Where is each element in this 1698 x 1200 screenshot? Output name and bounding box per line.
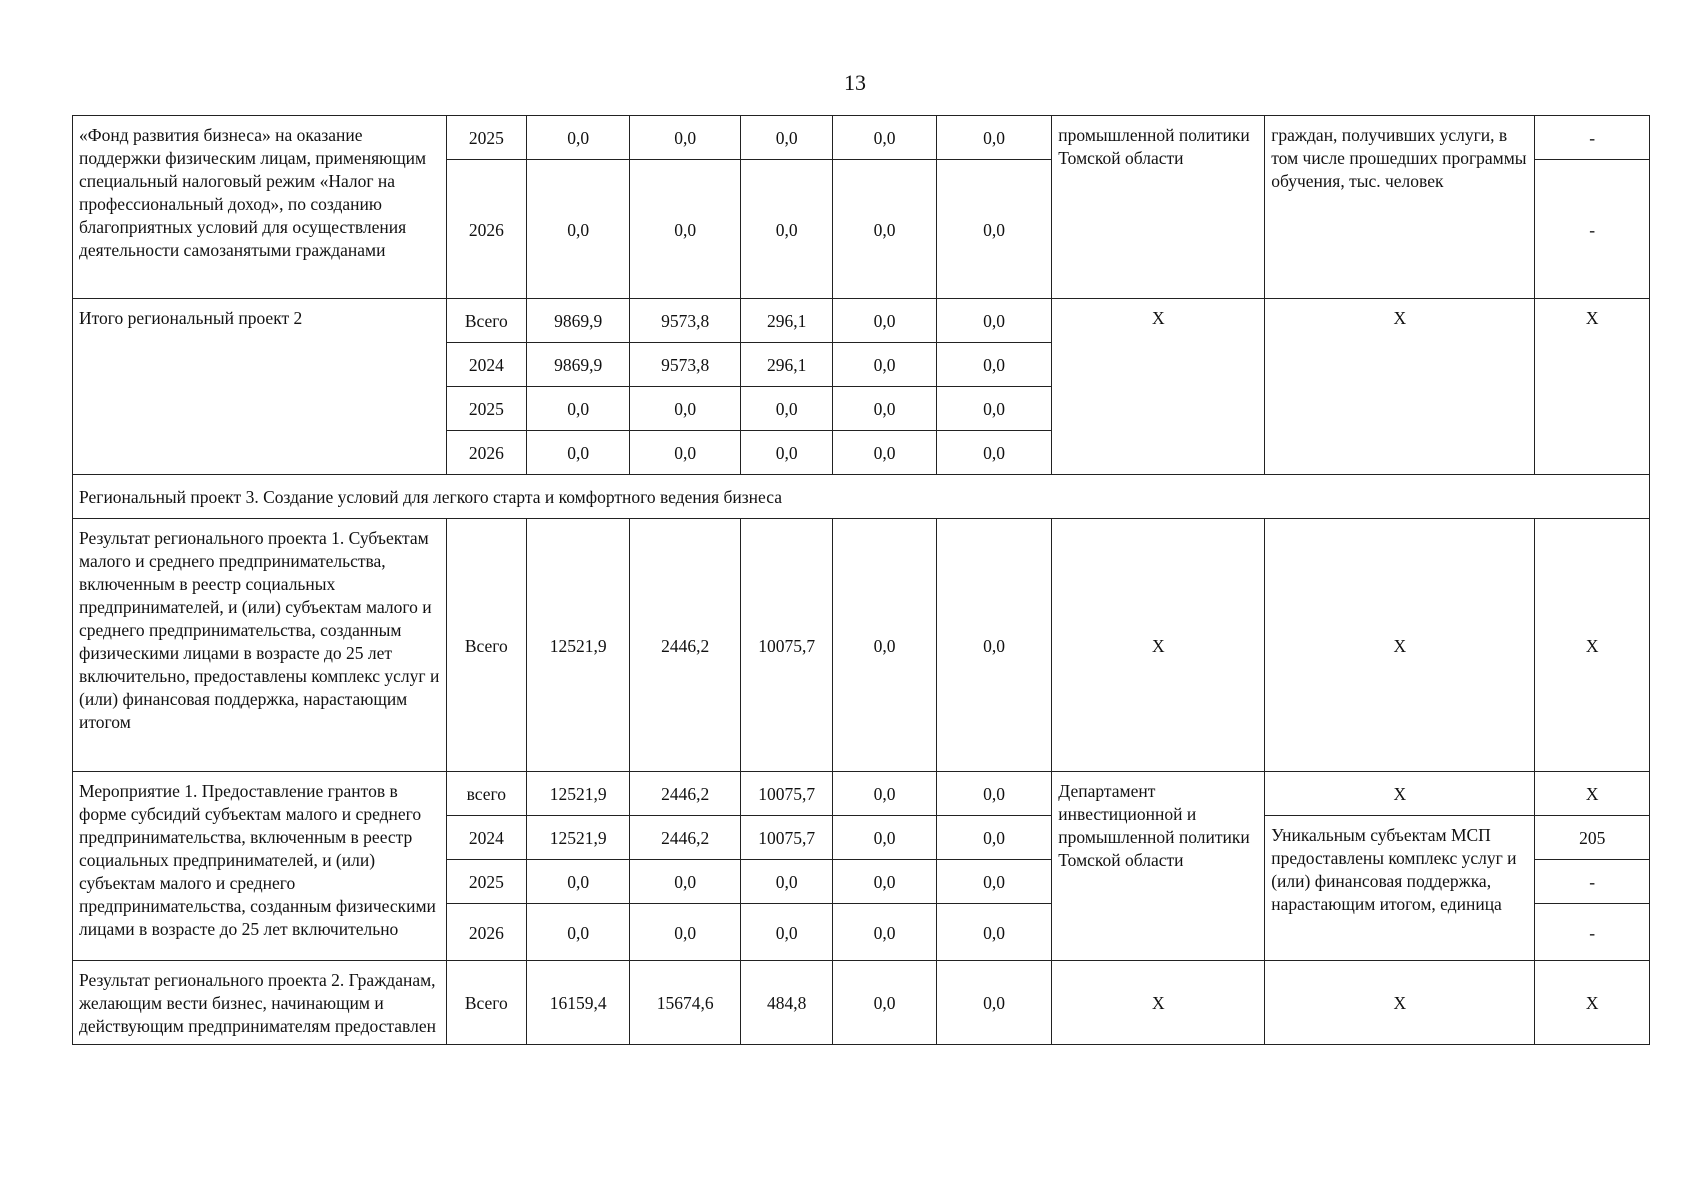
value-cell: 0,0 [630, 904, 740, 961]
value-cell: 0,0 [527, 431, 630, 475]
value-cell: 0,0 [936, 343, 1052, 387]
target-cell: Х [1535, 772, 1650, 816]
value-cell: 0,0 [936, 816, 1052, 860]
value-cell: 0,0 [833, 772, 936, 816]
table-row [73, 299, 1650, 343]
value-cell: 0,0 [527, 116, 630, 160]
value-cell: 0,0 [630, 116, 740, 160]
target-cell: - [1535, 904, 1650, 961]
value-cell: 0,0 [527, 904, 630, 961]
value-cell: 0,0 [936, 772, 1052, 816]
value-cell: 0,0 [527, 387, 630, 431]
table-row [73, 772, 1650, 816]
value-cell: 0,0 [630, 431, 740, 475]
value-cell: 0,0 [630, 160, 740, 299]
total-name-cell: Итого региональный проект 2 [73, 299, 447, 475]
value-cell: 0,0 [936, 904, 1052, 961]
value-cell: 296,1 [740, 343, 832, 387]
period-cell: 2026 [446, 431, 526, 475]
table-row [73, 519, 1650, 772]
period-cell: Всего [446, 519, 526, 772]
target-cell: Х [1535, 961, 1650, 1045]
value-cell: 9573,8 [630, 299, 740, 343]
value-cell: 0,0 [833, 961, 936, 1045]
value-cell: 10075,7 [740, 816, 832, 860]
target-cell: - [1535, 860, 1650, 904]
table-row [73, 475, 1650, 519]
section-header: Региональный проект 3. Создание условий для легкого старта и комфортного ведения бизнеса [73, 475, 1650, 519]
value-cell: 0,0 [833, 816, 936, 860]
value-cell: 2446,2 [630, 816, 740, 860]
period-cell: всего [446, 772, 526, 816]
value-cell: 0,0 [740, 904, 832, 961]
value-cell: 9869,9 [527, 343, 630, 387]
value-cell: 0,0 [740, 387, 832, 431]
value-cell: 0,0 [740, 116, 832, 160]
responsible-cell: Департамент инвестиционной и промышленной политики Томской области [1052, 772, 1265, 961]
value-cell: 0,0 [833, 299, 936, 343]
indicator-cell: Х [1265, 961, 1535, 1045]
target-cell: 205 [1535, 816, 1650, 860]
value-cell: 296,1 [740, 299, 832, 343]
value-cell: 484,8 [740, 961, 832, 1045]
value-cell: 0,0 [740, 860, 832, 904]
target-cell: Х [1535, 299, 1650, 475]
value-cell: 0,0 [833, 343, 936, 387]
table-row [73, 116, 1650, 160]
value-cell: 0,0 [833, 860, 936, 904]
target-cell: - [1535, 160, 1650, 299]
period-cell: 2025 [446, 387, 526, 431]
value-cell: 0,0 [936, 299, 1052, 343]
value-cell: 10075,7 [740, 772, 832, 816]
event-name-cell: «Фонд развития бизнеса» на оказание поддержки физическим лицам, применяющим специальный налоговый режим «Налог на профессиональный доход», по созданию благоприятных условий для осуществления деятельности самозанятыми гражданами [73, 116, 447, 299]
value-cell: 0,0 [527, 860, 630, 904]
indicator-cell: Х [1265, 519, 1535, 772]
responsible-cell: промышленной политики Томской области [1052, 116, 1265, 299]
value-cell: 0,0 [833, 160, 936, 299]
indicator-cell: Х [1265, 772, 1535, 816]
value-cell: 10075,7 [740, 519, 832, 772]
value-cell: 0,0 [740, 160, 832, 299]
period-cell: Всего [446, 299, 526, 343]
table-row [73, 961, 1650, 1045]
value-cell: 0,0 [833, 116, 936, 160]
value-cell: 0,0 [833, 431, 936, 475]
value-cell: 9869,9 [527, 299, 630, 343]
value-cell: 0,0 [833, 904, 936, 961]
target-cell: - [1535, 116, 1650, 160]
period-cell: 2025 [446, 860, 526, 904]
value-cell: 0,0 [527, 160, 630, 299]
period-cell: 2026 [446, 160, 526, 299]
value-cell: 0,0 [936, 160, 1052, 299]
page-number: 13 [844, 70, 866, 95]
responsible-cell: Х [1052, 961, 1265, 1045]
responsible-cell: Х [1052, 519, 1265, 772]
value-cell: 0,0 [740, 431, 832, 475]
result-name-cell: Результат регионального проекта 2. Гражданам, желающим вести бизнес, начинающим и действующим предпринимателям предоставлен [73, 961, 447, 1045]
value-cell: 0,0 [936, 961, 1052, 1045]
value-cell: 12521,9 [527, 519, 630, 772]
result-name-cell: Результат регионального проекта 1. Субъектам малого и среднего предпринимательства, включенным в реестр социальных предпринимателей, и (или) субъектам малого и среднего предпринимательства, созданным физическими лицами в возрасте до 25 лет включительно, предоставлены комплекс услуг и (или) финансовая поддержка, нарастающим итогом [73, 519, 447, 772]
value-cell: 16159,4 [527, 961, 630, 1045]
indicator-cell: Х [1265, 299, 1535, 475]
value-cell: 2446,2 [630, 519, 740, 772]
event-name-cell: Мероприятие 1. Предоставление грантов в форме субсидий субъектам малого и среднего предпринимательства, включенным в реестр социальных предпринимателей, и (или) субъектам малого и среднего предпринимательства, созданным физическими лицами в возрасте до 25 лет включительно [73, 772, 447, 961]
value-cell: 12521,9 [527, 772, 630, 816]
value-cell: 0,0 [936, 519, 1052, 772]
period-cell: 2024 [446, 343, 526, 387]
period-cell: 2024 [446, 816, 526, 860]
value-cell: 15674,6 [630, 961, 740, 1045]
value-cell: 0,0 [630, 387, 740, 431]
value-cell: 0,0 [936, 387, 1052, 431]
value-cell: 0,0 [936, 431, 1052, 475]
value-cell: 0,0 [936, 116, 1052, 160]
period-cell: 2025 [446, 116, 526, 160]
value-cell: 12521,9 [527, 816, 630, 860]
responsible-cell: Х [1052, 299, 1265, 475]
value-cell: 0,0 [936, 860, 1052, 904]
value-cell: 0,0 [833, 519, 936, 772]
target-cell: Х [1535, 519, 1650, 772]
period-cell: 2026 [446, 904, 526, 961]
value-cell: 0,0 [833, 387, 936, 431]
budget-table [72, 115, 1650, 1045]
period-cell: Всего [446, 961, 526, 1045]
value-cell: 2446,2 [630, 772, 740, 816]
indicator-cell: граждан, получивших услуги, в том числе прошедших программы обучения, тыс. человек [1265, 116, 1535, 299]
value-cell: 9573,8 [630, 343, 740, 387]
value-cell: 0,0 [630, 860, 740, 904]
indicator-cell: Уникальным субъектам МСП предоставлены комплекс услуг и (или) финансовая поддержка, нарастающим итогом, единица [1265, 816, 1535, 961]
